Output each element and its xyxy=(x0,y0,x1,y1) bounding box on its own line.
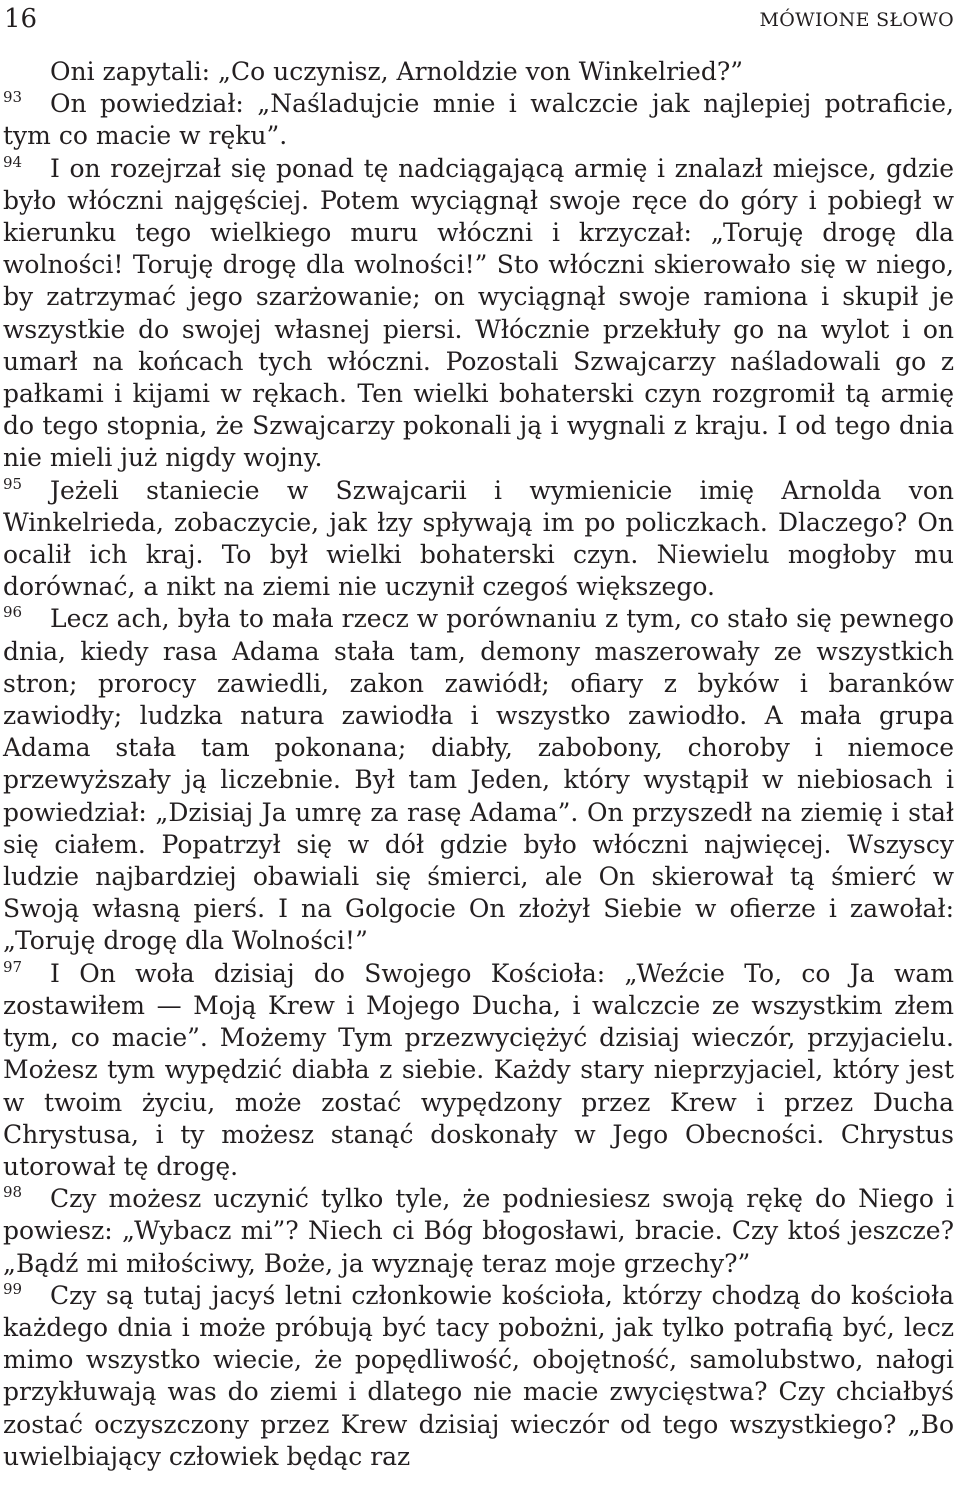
paragraph-text: Oni zapytali: „Co uczynisz, Arnoldzie von Winkelried?” xyxy=(50,57,744,86)
paragraph-text: Lecz ach, była to mała rzecz w porównaniu z tym, co stało się pewnego dnia, kiedy rasa Adama stała tam, demony maszerowały ze wszystkich stron; prorocy zawiedli, zakon zawiódł; ofiary z byków i baranków zawiodły; ludzka natura zawiodła i wszystko zawiodło. A mała grupa Adama stała tam pokonana; diabły, zabobony, choroby i niemoce przewyższały ją liczebnie. Był tam Jeden, który wystąpił w niebiosach i powiedział: „Dzisiaj Ja umrę za rasę Adama”. On przyszedł na ziemię i stał się ciałem. Popatrzył się w dół gdzie było włóczni najwięcej. Wszyscy ludzie najbardziej obawiali się śmierci, ale On skierował tą śmierć w Swoją własną pierś. I na Golgocie On złożył Siebie w ofierze i zawołał: „Toruję drogę dla Wolności!” xyxy=(3,604,954,956)
paragraph xyxy=(3,88,954,152)
paragraph xyxy=(3,153,954,475)
paragraph xyxy=(3,603,954,957)
paragraph-text: I on rozejrzał się ponad tę nadciągającą armię i znalazł miejsce, gdzie było włóczni najgęściej. Potem wyciągnął swoje ręce do góry i pobiegł w kierunku tego wielkiego muru włóczni i krzyczał: „Toruję drogę dla wolności! Toruję drogę dla wolności!” Sto włóczni skierowało się w niego, by zatrzymać jego szarżowanie; on wyciągnął swoje ramiona i skupił je wszystkie do swojej własnej piersi. Włócznie przekłuły go na wylot i on umarł na końcach tych włóczni. Pozostali Szwajcarzy naśladowali go z pałkami i kijami w rękach. Ten wielki bohaterski czyn rozgromił tą armię do tego stopnia, że Szwajcarzy pokonali ją i wygnali z kraju. I od tego dnia nie mieli już nigdy wojny. xyxy=(3,153,954,473)
body-text xyxy=(3,56,954,1473)
paragraph-number: 93 xyxy=(3,88,23,107)
paragraph-text: On powiedział: „Naśladujcie mnie i walczcie jak najlepiej potraficie, tym co macie w ręku”. xyxy=(3,89,954,151)
paragraph-number: 94 xyxy=(3,152,23,171)
paragraph xyxy=(3,56,954,88)
paragraph xyxy=(3,958,954,1183)
paragraph-number: 95 xyxy=(3,474,23,493)
paragraph-number: 96 xyxy=(3,603,23,622)
paragraph xyxy=(3,1280,954,1473)
paragraph-text: Jeżeli staniecie w Szwajcarii i wymienicie imię Arnolda von Winkelrieda, zobaczycie, jak łzy spływają im po policzkach. Dlaczego? On ocalił ich kraj. To był wielki bohaterski czyn. Niewielu mogłoby mu dorównać, a nikt na ziemi nie uczynił czegoś większego. xyxy=(3,475,954,602)
paragraph-number: 98 xyxy=(3,1183,23,1202)
paragraph-text: Czy są tutaj jacyś letni członkowie kościoła, którzy chodzą do kościoła każdego dnia i może próbują być tacy pobożni, jak tylko potrafią być, lecz mimo wszystko wiecie, że popędliwość, obojętność, samolubstwo, nałogi przykłuwają was do ziemi i dlatego nie macie zwycięstwa? Czy chciałbyś zostać oczyszczony przez Krew dzisiaj wieczór od tego wszystkiego? „Bo uwielbiający człowiek będąc raz xyxy=(3,1280,954,1471)
paragraph-text: I On woła dzisiaj do Swojego Kościoła: „Weźcie To, co Ja wam zostawiłem — Moją Krew i Mojego Ducha, i walczcie ze wszystkim złem tym, co macie”. Możemy Tym przezwyciężyć dzisiaj wieczór, przyjacielu. Możesz tym wypędzić diabła z siebie. Każdy stary nieprzyjaciel, który jest w twoim życiu, może zostać wypędzony przez Krew i przez Ducha Chrystusa, i ty możesz stanąć doskonały w Jego Obecności. Chrystus utorował tę drogę. xyxy=(3,958,954,1181)
paragraph xyxy=(3,1183,954,1280)
page-number: 16 xyxy=(4,4,38,34)
paragraph-number: 97 xyxy=(3,957,23,976)
paragraph-text: Czy możesz uczynić tylko tyle, że podniesiesz swoją rękę do Niego i powiesz: „Wybacz mi”? Niech ci Bóg błogosławi, bracie. Czy ktoś jeszcze? „Bądź mi miłościwy, Boże, ja wyznaję teraz moje grzechy?” xyxy=(3,1184,954,1278)
paragraph xyxy=(3,475,954,604)
running-title: MÓWIONE SŁOWO xyxy=(759,9,954,31)
paragraph-number: 99 xyxy=(3,1279,23,1298)
